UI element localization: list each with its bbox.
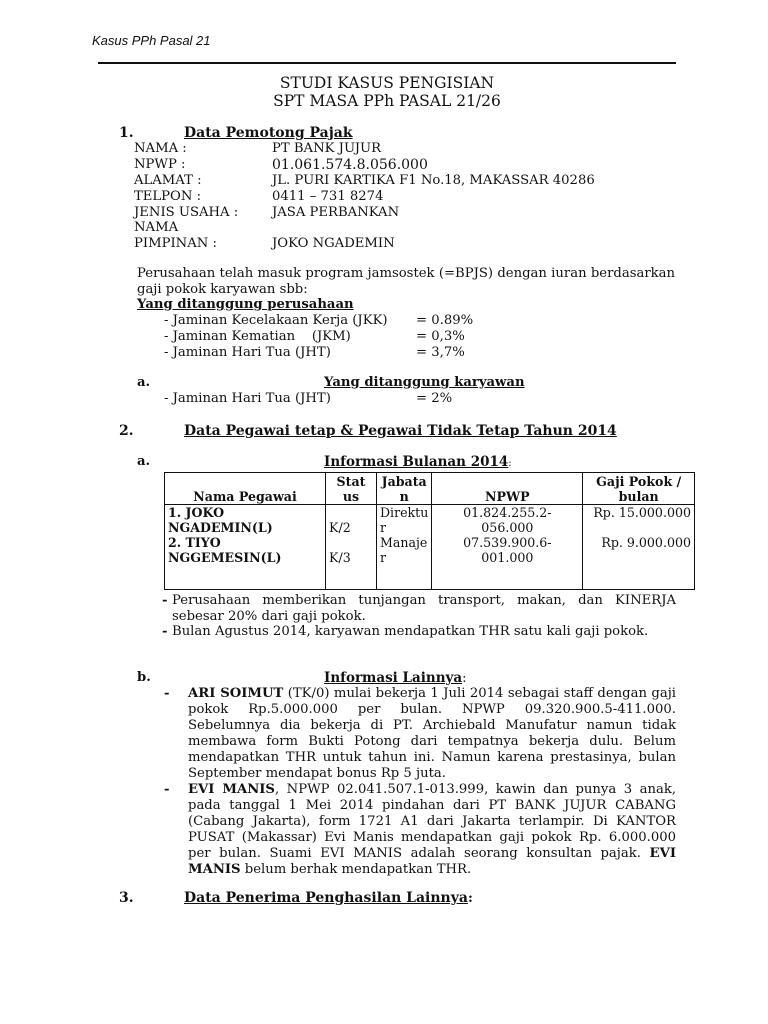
info-label: ALAMAT : [134, 173, 202, 188]
employee-npwps [432, 505, 583, 590]
info-item-ari: - ARI SOIMUT (TK/0) mulai bekerja 1 Juli 2014 sebagai staff dengan gaji pokok Rp.5.000.000 per bulan. NPWP 09.320.900.5-411.000. Sebelumnya dia bekerja di PT. Archiebald Manufatur namun tidak membawa form Bukti Potong dari tempatnya bekerja dulu. Belum mendapatkan THR untuk tahun ini. Namun karena prestasinya, bulan September mendapat bonus Rp 5 juta. [164, 686, 677, 781]
employee-npwp: 01.824.255.2- 056.000 [463, 505, 552, 535]
note-text: Perusahaan memberikan tunjangan transport, makan, dan KINERJA sebesar 20% dari gaji pokok. [172, 593, 676, 624]
info-item-evi: - EVI MANIS, NPWP 02.041.507.1-013.999, kawin dan punya 3 anak, pada tanggal 1 Mei 2014 pindahan dari PT BANK JUJUR CABANG (Cabang Jakarta), form 1721 A1 dari Jakarta terlampir. Di KANTOR PUSAT (Makassar) Evi Manis mendapatkan gaji pokok Rp. 6.000.000 per bulan. Suami EVI MANIS adalah seorang konsultan pajak. EVI MANIS belum berhak mendapatkan THR. [164, 782, 677, 877]
section-2-number: 2. [119, 423, 134, 439]
info-value: JOKO NGADEMIN [272, 236, 395, 251]
note-text [172, 624, 676, 640]
employee-salaries [583, 505, 695, 590]
employee-positions [376, 505, 431, 590]
info-label: TELPON : [134, 189, 202, 204]
title-colon: : [508, 458, 512, 469]
col-header-npwp: NPWP [432, 473, 583, 505]
employee-salary: Rp. 9.000.000 [601, 535, 691, 550]
info-label: JENIS USAHA : [134, 205, 239, 220]
info-label: NPWP : [134, 157, 186, 172]
sub-a-label: a. [137, 454, 151, 469]
employee-table [164, 472, 695, 590]
bpjs-paragraph: Perusahaan telah masuk program jamsostek (=BPJS) dengan iuran berdasarkan gaji pokok karyawan sbb: [137, 266, 675, 297]
info-value: 0411 – 731 8274 [272, 189, 384, 204]
contribution-value: = 3,7% [416, 345, 465, 360]
employee-npwp: 07.539.900.6- 001.000 [463, 535, 552, 565]
contribution-value: = 2% [416, 391, 453, 406]
section-3-title: Data Penerima Penghasilan Lainnya [184, 890, 468, 906]
person-description: (TK/0) mulai bekerja 1 Juli 2014 sebagai staff dengan gaji pokok Rp.5.000.000 per bulan. NPWP 09.320.900.5-411.000. Sebelumnya dia bekerja di PT. Archiebald Manufatur namun tidak membawa form Bukti Potong dari tempatnya bekerja dulu. Belum mendapatkan THR untuk tahun ini. Namun karena prestasinya, bulan September mendapat bonus Rp 5 juta. [188, 686, 677, 781]
section-1-title: Data Pemotong Pajak [184, 125, 353, 141]
title-line-1: STUDI KASUS PENGISIAN [279, 74, 495, 92]
other-info-title: Informasi Lainnya [324, 670, 463, 686]
contribution-label: - Jaminan Kecelakaan Kerja (JKK) [164, 313, 388, 328]
header-rule [98, 62, 676, 64]
person-name: EVI MANIS [188, 782, 275, 797]
employee-names [165, 505, 326, 590]
table-header-row [165, 473, 695, 505]
contribution-value: = 0.89% [416, 313, 474, 328]
contribution-label: - Jaminan Kematian (JKM) [164, 329, 351, 344]
person-name: EVI MANIS [188, 846, 676, 877]
employee-statuses [326, 505, 377, 590]
sub-b-label: b. [137, 670, 151, 685]
sub-a-label: a. [137, 375, 151, 390]
col-header-name: Nama Pegawai [165, 473, 326, 505]
person-description-end: belum berhak mendapatkan THR. [240, 862, 472, 877]
info-value: JASA PERBANKAN [272, 205, 400, 220]
note-item: - Bulan Agustus 2014, karyawan mendapatkan THR satu kali gaji pokok. [162, 624, 676, 640]
person-name: ARI SOIMUT [188, 686, 284, 701]
employee-status: K/2 [329, 520, 351, 535]
info-label: NAMA [134, 220, 179, 235]
section-1-number: 1. [119, 125, 134, 141]
section-2-title: Data Pegawai tetap & Pegawai Tidak Tetap Tahun 2014 [184, 423, 617, 439]
employee-name: 1. JOKO NGADEMIN(L) [168, 505, 273, 535]
contribution-label: - Jaminan Hari Tua (JHT) [164, 391, 331, 406]
title-colon: : [462, 671, 467, 686]
contribution-value: = 0,3% [416, 329, 465, 344]
person-description: , NPWP 02.041.507.1-013.999, kawin dan punya 3 anak, pada tanggal 1 Mei 2014 pindahan dari PT BANK JUJUR CABANG (Cabang Jakarta), form 1721 A1 dari Jakarta terlampir. Di KANTOR PUSAT (Makassar) Evi Manis mendapatkan gaji pokok Rp. 6.000.000 per bulan. Suami EVI MANIS adalah seorang konsultan pajak. [188, 782, 677, 861]
section-3-number: 3. [119, 890, 134, 906]
employee-position: Direktu r [379, 505, 429, 535]
page-header: Kasus PPh Pasal 21 [92, 33, 211, 48]
info-label: NAMA : [134, 141, 187, 156]
col-header-salary: Gaji Pokok / bulan [583, 473, 695, 505]
employee-status: K/3 [329, 550, 351, 565]
table-row [165, 505, 695, 590]
employee-salary: Rp. 15.000.000 [593, 505, 691, 520]
col-header-status: Stat us [326, 473, 377, 505]
monthly-info-title: Informasi Bulanan 2014 [324, 454, 509, 470]
employee-name: 2. TIYO NGGEMESIN(L) [168, 535, 282, 565]
title-colon: : [467, 891, 473, 906]
title-line-2: SPT MASA PPh PASAL 21/26 [273, 92, 501, 110]
info-label: PIMPINAN : [134, 236, 217, 251]
info-value: 01.061.574.8.056.000 [272, 157, 428, 173]
note-item: - Perusahaan memberikan tunjangan transport, makan, dan KINERJA sebesar 20% dari gaji pokok. [162, 593, 676, 624]
info-value: PT BANK JUJUR [272, 141, 382, 156]
employee-position: Manaje r [379, 535, 428, 565]
employee-borne-title: Yang ditanggung karyawan [324, 375, 525, 390]
col-header-position: Jabata n [376, 473, 431, 505]
note-text-content: Bulan Agustus 2014, karyawan mendapatkan THR satu kali gaji pokok. [172, 624, 649, 639]
info-value: JL. PURI KARTIKA F1 No.18, MAKASSAR 40286 [272, 173, 595, 188]
company-borne-title: Yang ditanggung perusahaan [137, 297, 354, 312]
contribution-label: - Jaminan Hari Tua (JHT) [164, 345, 331, 360]
